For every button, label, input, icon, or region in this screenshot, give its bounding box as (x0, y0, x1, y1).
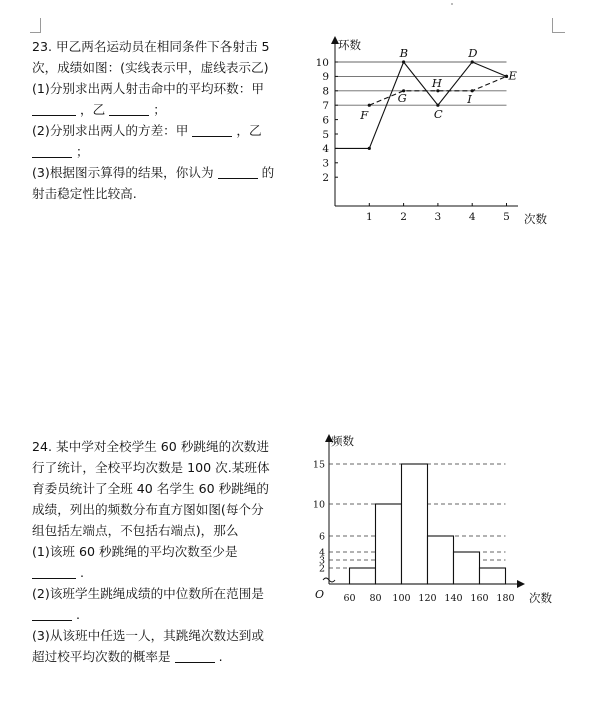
chart2-y-tick-label: 3 (318, 555, 325, 567)
chart1-point-label: G (397, 90, 407, 105)
q24-line-2: 行了统计，全校平均次数是 100 次.某班体 (32, 460, 270, 475)
q23-end-2: ； (76, 144, 89, 159)
chart1-y-label: 环数 (338, 38, 361, 52)
chart1-point-label: H (431, 75, 442, 90)
corner-mark-top-left (30, 18, 41, 33)
chart2-x-ticks (343, 593, 514, 604)
q23-line-4 (32, 99, 274, 120)
q23-line-3: (1)分别求出两人射击命中的平均环数：甲 (32, 81, 264, 96)
chart2-y-label: 频数 (331, 434, 354, 448)
chart1-y-tick-label: 4 (322, 143, 329, 156)
chart2-x-tick-label: 120 (418, 593, 437, 604)
chart1-point-label: D (468, 46, 478, 60)
answer-blank-probability[interactable] (175, 648, 215, 663)
q23-line-5 (32, 120, 274, 141)
chart1-point-label: C (433, 107, 443, 122)
chart2-x-label: 次数 (529, 591, 552, 605)
answer-blank-stable[interactable] (218, 164, 258, 179)
chart1-y-tick-label: 8 (322, 85, 329, 98)
chart2-x-tick-label: 180 (496, 593, 515, 604)
q24-line7-end: . (80, 565, 85, 580)
chart1-y-tick-label: 6 (322, 114, 329, 127)
chart2-x-tick-label: 160 (470, 593, 489, 604)
chart1-y-tick-label: 3 (322, 157, 329, 170)
q23-line-6 (32, 141, 274, 162)
q23-line-2: 次，成绩如图：(实线表示甲，虚线表示乙) (32, 60, 269, 75)
q24-line-9 (32, 604, 270, 625)
q23-line-7 (32, 162, 274, 183)
chart1-y-tick-label: 10 (315, 56, 329, 69)
chart1-point-label: E (508, 68, 517, 83)
q23-sep-2: ，乙 (236, 123, 262, 138)
chart2-bars (350, 464, 506, 584)
chart2-y-ticks (313, 460, 325, 575)
answer-blank-median-range[interactable] (32, 606, 72, 621)
question-24 (32, 436, 270, 667)
chart1-series-solid-point (402, 60, 405, 63)
q24-line-4: 成绩，列出的频数分布直方图如图(每个分 (32, 502, 264, 517)
q24-line11-text: 超过校平均次数的概率是 (32, 649, 171, 664)
answer-blank-avg-count[interactable] (32, 564, 76, 579)
chart1-y-tick-label: 9 (322, 71, 329, 84)
q23-end-1: ； (153, 102, 166, 117)
chart2-bar (428, 536, 454, 584)
q23-line7-end: 的 (261, 165, 275, 180)
q23-sep-1: ，乙 (80, 102, 106, 117)
chart2-x-tick-label: 100 (392, 593, 411, 604)
chart2-x-tick-label: 80 (369, 593, 382, 604)
chart2-y-tick-label: 15 (312, 459, 325, 471)
chart1-x-tick-label: 1 (365, 211, 373, 223)
chart1-x-tick-label: 2 (400, 211, 407, 223)
chart1-x-tick-label: 4 (468, 211, 476, 223)
q24-line-10: (3)从该班中任选一人，其跳绳次数达到或 (32, 628, 264, 643)
chart2-bar (402, 464, 428, 584)
chart1-point-label: F (360, 108, 369, 123)
chart1-series-solid-point (368, 147, 371, 150)
chart2-y-tick-label: 6 (318, 531, 325, 543)
chart2-bar (480, 568, 506, 584)
chart1-series-solid-point (471, 60, 474, 63)
answer-blank-avg-yi[interactable] (109, 101, 149, 116)
chart1-y-tick-label: 5 (322, 128, 329, 141)
dot-mark (451, 3, 453, 5)
chart1-point-label: I (467, 91, 472, 106)
q23-line-8: 射击稳定性比较高. (32, 186, 137, 201)
q23-line-1: 23. 甲乙两名运动员在相同条件下各射击 5 (32, 39, 270, 54)
chart1-y-tick-label: 2 (322, 172, 329, 184)
chart2-y-tick-label: 4 (318, 547, 325, 559)
q24-line-11 (32, 646, 270, 667)
jump-rope-histogram (300, 430, 570, 610)
chart1-y-tick-label: 7 (322, 100, 329, 112)
q24-line-6: (1)该班 60 秒跳绳的平均次数至少是 (32, 544, 238, 559)
question-23 (32, 36, 274, 204)
chart2-x-tick-label: 60 (343, 593, 356, 604)
q23-line5-text: (2)分别求出两人的方差：甲 (32, 123, 189, 138)
chart2-x-tick-label: 140 (444, 593, 463, 604)
chart1-x-label: 次数 (524, 212, 547, 226)
chart1-x-tick-label: 5 (503, 211, 510, 223)
q24-line-3: 育委员统计了全班 40 名学生 60 秒跳绳的 (32, 481, 269, 496)
chart2-bar (350, 568, 376, 584)
chart2-bar (454, 552, 480, 584)
answer-blank-avg-jia[interactable] (32, 101, 76, 116)
q24-line-7 (32, 562, 270, 583)
q24-line9-end: . (76, 607, 81, 622)
chart2-origin-label: O (315, 588, 325, 601)
chart2-y-tick-label: 10 (312, 499, 325, 511)
answer-blank-var-jia[interactable] (192, 122, 232, 137)
q24-line-1: 24. 某中学对全校学生 60 秒跳绳的次数进 (32, 439, 269, 454)
q24-line-8: (2)该班学生跳绳成绩的中位数所在范围是 (32, 586, 264, 601)
chart2-y-tick-label: 2 (318, 563, 325, 575)
chart1-point-labels (359, 46, 517, 122)
chart1-point-label: B (399, 46, 409, 60)
answer-blank-var-yi[interactable] (32, 143, 72, 158)
chart1-x-tick-label: 3 (434, 211, 442, 223)
q24-line-5: 组包括左端点，不包括右端点)，那么 (32, 523, 239, 538)
shooting-score-line-chart (300, 30, 570, 235)
q24-line11-end: . (218, 649, 223, 664)
chart1-series-dashed-point (368, 104, 371, 107)
chart2-bar (376, 504, 402, 584)
q23-line7-text: (3)根据图示算得的结果，你认为 (32, 165, 214, 180)
